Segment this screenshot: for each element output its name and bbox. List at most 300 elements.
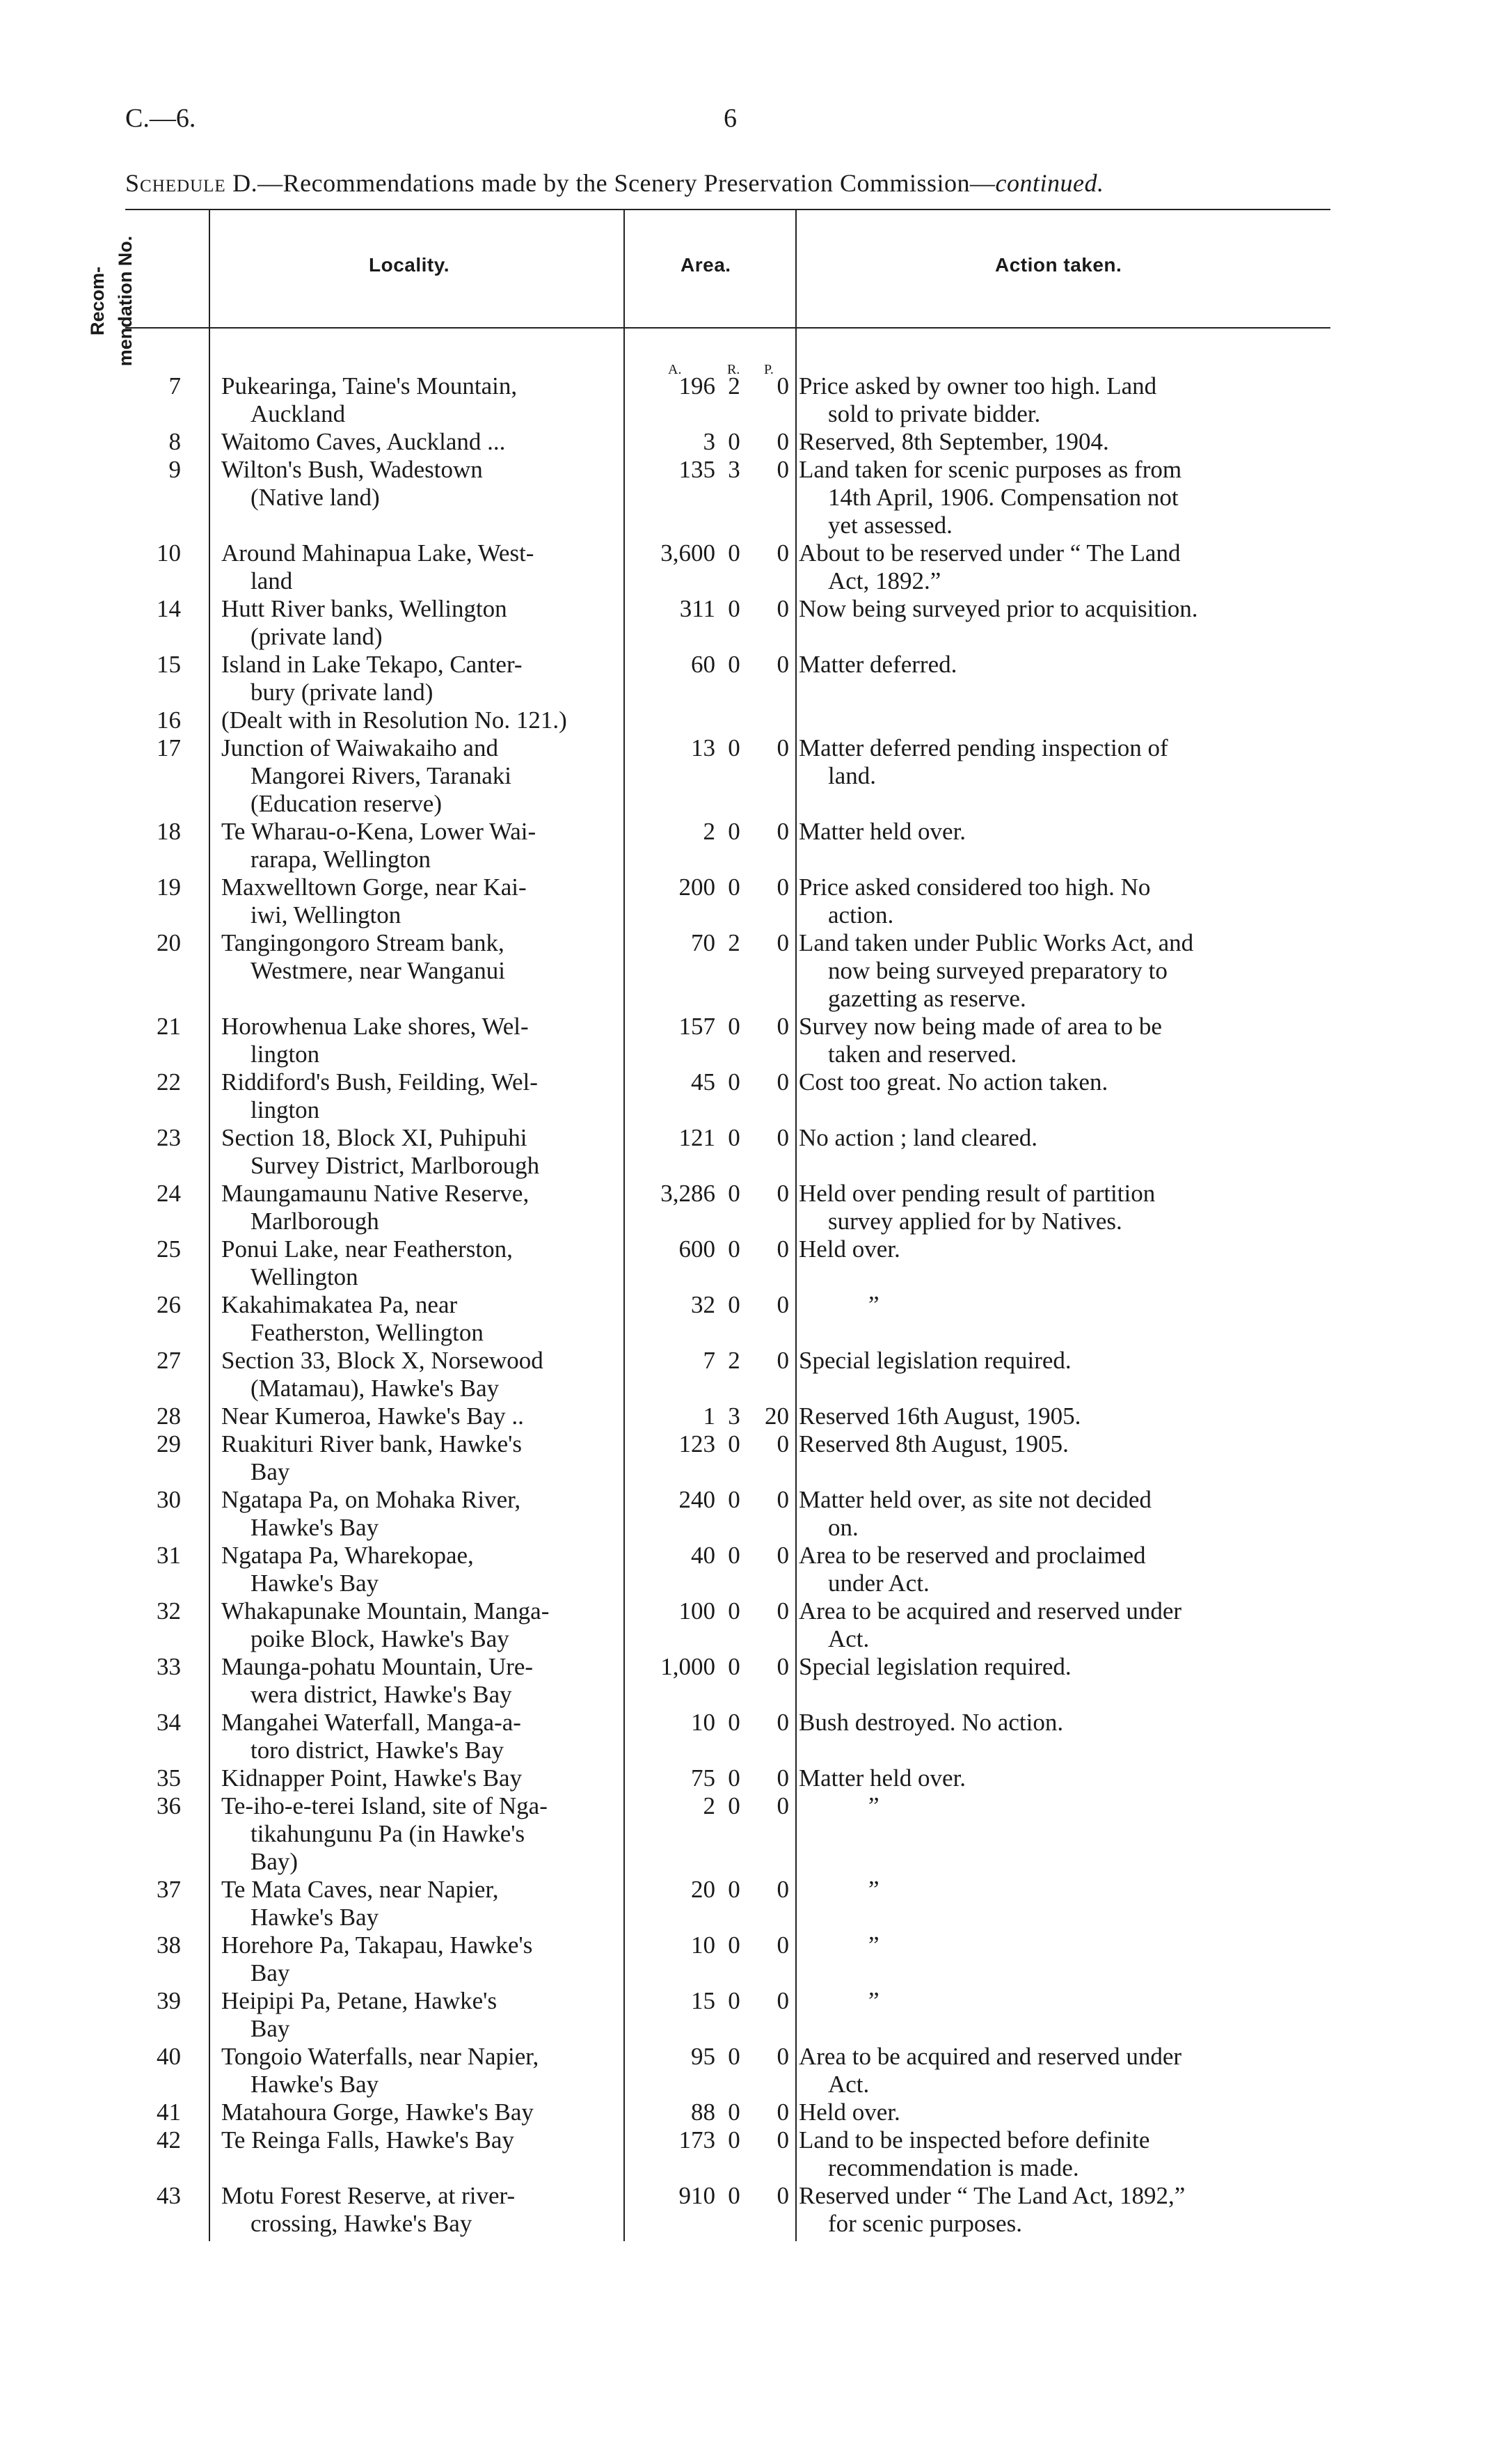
area-perches: 0 <box>777 2099 789 2126</box>
locality-line: (Matamau), Hawke's Bay <box>250 1375 500 1402</box>
action-line: Special legislation required. <box>799 1653 1072 1680</box>
locality-cell <box>221 874 614 929</box>
area-acres: 60 <box>691 651 715 678</box>
recommendation-number: 15 <box>157 651 181 678</box>
locality-line: Ngatapa Pa, Wharekopae, <box>221 1542 474 1569</box>
locality-line: Hawke's Bay <box>250 1570 379 1597</box>
recommendation-number: 28 <box>157 1402 181 1430</box>
locality-line: Hawke's Bay <box>250 1514 379 1541</box>
action-line: Area to be acquired and reserved under <box>799 2043 1182 2070</box>
column-header-area: Area. <box>681 254 731 276</box>
area-acres: 88 <box>691 2099 715 2126</box>
area-acres: 1 <box>703 1402 715 1430</box>
schedule-caption: Schedule D.—Recommendations made by the Scenery Preservation Commission—continued. <box>125 169 1104 197</box>
action-cell <box>799 874 1314 929</box>
area-perches: 0 <box>777 874 789 901</box>
unit-perches: P. <box>764 362 774 377</box>
area-perches: 0 <box>777 1597 789 1625</box>
area-perches: 0 <box>777 1987 789 2014</box>
action-line: Matter deferred pending inspection of <box>799 734 1168 761</box>
recommendation-number: 30 <box>157 1486 181 1513</box>
locality-cell <box>221 1124 614 1180</box>
action-line: Held over. <box>799 2099 900 2126</box>
area-perches: 0 <box>777 1764 789 1792</box>
recommendation-number: 10 <box>157 539 181 567</box>
recommendation-number: 33 <box>157 1653 181 1680</box>
locality-line: (private land) <box>250 623 383 650</box>
locality-line: lington <box>250 1096 320 1123</box>
locality-line: Junction of Waiwakaiho and <box>221 734 498 761</box>
area-acres: 45 <box>691 1068 715 1096</box>
area-roods: 0 <box>728 428 740 455</box>
ditto-mark: ” <box>868 1291 880 1318</box>
recommendation-number: 29 <box>157 1430 181 1457</box>
locality-line: Mangahei Waterfall, Manga-a- <box>221 1709 521 1736</box>
area-perches: 0 <box>777 2126 789 2153</box>
locality-line: Westmere, near Wanganui <box>250 957 505 984</box>
action-cell <box>799 1430 1314 1458</box>
column-divider <box>209 209 210 2241</box>
area-acres: 7 <box>703 1347 715 1374</box>
action-line: Land to be inspected before definite <box>799 2126 1150 2153</box>
area-perches: 0 <box>777 1180 789 1207</box>
locality-line: Whakapunake Mountain, Manga- <box>221 1597 550 1625</box>
area-acres: 311 <box>679 595 715 622</box>
recommendation-number: 43 <box>157 2182 181 2209</box>
locality-cell <box>221 1068 614 1124</box>
unit-acres: A. <box>668 362 682 377</box>
action-cell <box>799 1792 1314 1820</box>
action-cell <box>799 1709 1314 1737</box>
locality-line: Section 18, Block XI, Puhipuhi <box>221 1124 527 1151</box>
recommendation-number: 41 <box>157 2099 181 2126</box>
locality-line: (Education reserve) <box>250 790 442 817</box>
area-roods: 3 <box>728 1402 740 1430</box>
area-acres: 10 <box>691 1709 715 1736</box>
area-acres: 200 <box>678 874 715 901</box>
recommendation-number: 34 <box>157 1709 181 1736</box>
action-line: Price asked considered too high. No <box>799 874 1151 901</box>
recommendation-number: 42 <box>157 2126 181 2153</box>
area-perches: 0 <box>777 1235 789 1263</box>
area-roods: 0 <box>728 2182 740 2209</box>
locality-line: wera district, Hawke's Bay <box>250 1681 512 1708</box>
area-perches: 0 <box>777 1347 789 1374</box>
action-cell <box>799 1235 1314 1263</box>
locality-cell <box>221 1653 614 1709</box>
locality-cell <box>221 456 614 512</box>
action-cell <box>799 1653 1314 1681</box>
area-roods: 2 <box>728 372 740 400</box>
locality-line: Wilton's Bush, Wadestown <box>221 456 483 483</box>
area-acres: 135 <box>678 456 715 483</box>
area-acres: 2 <box>703 818 715 845</box>
action-line: Held over pending result of partition <box>799 1180 1156 1207</box>
action-line: Special legislation required. <box>799 1347 1072 1374</box>
recommendation-number: 21 <box>157 1013 181 1040</box>
action-line: Reserved, 8th September, 1904. <box>799 428 1109 455</box>
action-line: gazetting as reserve. <box>828 985 1026 1012</box>
locality-line: Marlborough <box>250 1208 379 1235</box>
locality-cell <box>221 1931 614 1987</box>
action-line: yet assessed. <box>828 512 953 539</box>
area-roods: 0 <box>728 818 740 845</box>
locality-line: Hawke's Bay <box>250 2071 379 2098</box>
area-acres: 173 <box>678 2126 715 2153</box>
locality-cell <box>221 1792 614 1876</box>
locality-line: Bay <box>250 1959 290 1986</box>
area-acres: 40 <box>691 1542 715 1569</box>
action-line: for scenic purposes. <box>828 2210 1022 2237</box>
recommendation-number: 19 <box>157 874 181 901</box>
locality-cell <box>221 372 614 428</box>
action-line: survey applied for by Natives. <box>828 1208 1122 1235</box>
area-acres: 100 <box>678 1597 715 1625</box>
area-perches: 0 <box>777 1931 789 1959</box>
area-acres: 3,600 <box>660 539 715 567</box>
recommendation-number: 39 <box>157 1987 181 2014</box>
area-roods: 0 <box>728 1180 740 1207</box>
locality-line: Kakahimakatea Pa, near <box>221 1291 458 1318</box>
recommendation-number: 18 <box>157 818 181 845</box>
table-top-rule <box>125 209 1330 210</box>
locality-cell <box>221 1013 614 1068</box>
locality-line: Hutt River banks, Wellington <box>221 595 507 622</box>
area-acres: 15 <box>691 1987 715 2014</box>
document-reference: C.—6. <box>125 104 196 133</box>
locality-line: Motu Forest Reserve, at river- <box>221 2182 516 2209</box>
action-line: Matter deferred. <box>799 651 957 678</box>
locality-line: Maungamaunu Native Reserve, <box>221 1180 530 1207</box>
locality-line: Horehore Pa, Takapau, Hawke's <box>221 1931 533 1959</box>
locality-line: Waitomo Caves, Auckland ... <box>221 428 506 455</box>
area-perches: 0 <box>777 372 789 400</box>
action-line: Land taken for scenic purposes as from <box>799 456 1182 483</box>
action-cell <box>799 929 1314 1013</box>
action-cell <box>799 1542 1314 1597</box>
action-cell <box>799 2126 1314 2182</box>
recommendation-number: 20 <box>157 929 181 956</box>
action-line: sold to private bidder. <box>828 400 1041 427</box>
locality-line: bury (private land) <box>250 679 433 706</box>
area-perches: 0 <box>777 1653 789 1680</box>
locality-line: Near Kumeroa, Hawke's Bay .. <box>221 1402 524 1430</box>
locality-line: Maunga-pohatu Mountain, Ure- <box>221 1653 534 1680</box>
action-line: 14th April, 1906. Compensation not <box>828 484 1179 511</box>
action-cell <box>799 1402 1314 1430</box>
area-roods: 0 <box>728 1068 740 1096</box>
page-number: 6 <box>724 104 737 133</box>
area-acres: 910 <box>678 2182 715 2209</box>
action-line: under Act. <box>828 1570 930 1597</box>
locality-line: lington <box>250 1041 320 1068</box>
locality-line: tikahungunu Pa (in Hawke's <box>250 1820 525 1847</box>
area-roods: 0 <box>728 1235 740 1263</box>
locality-line: Around Mahinapua Lake, West- <box>221 539 534 567</box>
action-line: Act, 1892.” <box>828 567 941 594</box>
action-cell <box>799 2043 1314 2099</box>
area-roods: 0 <box>728 1792 740 1819</box>
locality-cell <box>221 1597 614 1653</box>
locality-cell <box>221 706 614 734</box>
locality-cell <box>221 2043 614 2099</box>
action-line: Area to be acquired and reserved under <box>799 1597 1182 1625</box>
area-acres: 3 <box>703 428 715 455</box>
locality-cell <box>221 1486 614 1542</box>
action-line: Matter held over. <box>799 818 966 845</box>
area-acres: 32 <box>691 1291 715 1318</box>
column-header-action: Action taken. <box>995 254 1122 276</box>
locality-line: Section 33, Block X, Norsewood <box>221 1347 543 1374</box>
action-cell <box>799 1291 1314 1319</box>
action-line: Cost too great. No action taken. <box>799 1068 1108 1096</box>
recommendation-number: 7 <box>168 372 181 400</box>
recommendation-number: 31 <box>157 1542 181 1569</box>
area-acres: 2 <box>703 1792 715 1819</box>
area-acres: 3,286 <box>660 1180 715 1207</box>
action-line: Now being surveyed prior to acquisition. <box>799 595 1198 622</box>
locality-line: land <box>250 567 293 594</box>
locality-cell <box>221 818 614 874</box>
locality-cell <box>221 2099 614 2126</box>
area-acres: 240 <box>678 1486 715 1513</box>
area-roods: 0 <box>728 1931 740 1959</box>
area-roods: 0 <box>728 539 740 567</box>
locality-line: rarapa, Wellington <box>250 846 431 873</box>
recommendation-number: 37 <box>157 1876 181 1903</box>
action-line: taken and reserved. <box>828 1041 1017 1068</box>
area-acres: 95 <box>691 2043 715 2070</box>
area-perches: 0 <box>777 1013 789 1040</box>
area-acres: 70 <box>691 929 715 956</box>
locality-line: Auckland <box>250 400 346 427</box>
area-roods: 3 <box>728 456 740 483</box>
action-cell <box>799 1347 1314 1375</box>
action-line: Act. <box>828 2071 870 2098</box>
action-cell <box>799 651 1314 679</box>
locality-line: Te Mata Caves, near Napier, <box>221 1876 499 1903</box>
locality-line: Maxwelltown Gorge, near Kai- <box>221 874 527 901</box>
area-roods: 0 <box>728 2126 740 2153</box>
locality-line: Tongoio Waterfalls, near Napier, <box>221 2043 539 2070</box>
header-bottom-rule <box>125 327 1330 329</box>
locality-cell <box>221 2182 614 2238</box>
ditto-mark: ” <box>868 1876 880 1903</box>
recommendation-number: 8 <box>168 428 181 455</box>
column-divider <box>795 209 797 2241</box>
locality-cell <box>221 1180 614 1235</box>
area-perches: 0 <box>777 1430 789 1457</box>
area-roods: 0 <box>728 595 740 622</box>
locality-line: poike Block, Hawke's Bay <box>250 1625 509 1652</box>
action-cell <box>799 1597 1314 1653</box>
locality-line: (Dealt with in Resolution No. 121.) <box>221 706 567 734</box>
action-line: Reserved under “ The Land Act, 1892,” <box>799 2182 1186 2209</box>
area-acres: 157 <box>678 1013 715 1040</box>
recommendation-number: 24 <box>157 1180 181 1207</box>
locality-line: Tangingongoro Stream bank, <box>221 929 504 956</box>
action-cell <box>799 595 1314 623</box>
area-perches: 0 <box>777 595 789 622</box>
locality-line: Pukearinga, Taine's Mountain, <box>221 372 518 400</box>
area-acres: 13 <box>691 734 715 761</box>
area-roods: 0 <box>728 1542 740 1569</box>
area-roods: 0 <box>728 1987 740 2014</box>
area-roods: 0 <box>728 1709 740 1736</box>
action-line: About to be reserved under “ The Land <box>799 539 1181 567</box>
action-cell <box>799 1764 1314 1792</box>
action-line: Reserved 8th August, 1905. <box>799 1430 1069 1457</box>
locality-cell <box>221 1402 614 1430</box>
area-roods: 0 <box>728 1653 740 1680</box>
recommendation-number: 27 <box>157 1347 181 1374</box>
recommendation-number: 16 <box>157 706 181 734</box>
area-roods: 2 <box>728 929 740 956</box>
locality-line: Kidnapper Point, Hawke's Bay <box>221 1764 523 1792</box>
area-perches: 0 <box>777 929 789 956</box>
area-perches: 0 <box>777 1876 789 1903</box>
area-perches: 0 <box>777 456 789 483</box>
recommendation-number: 25 <box>157 1235 181 1263</box>
area-perches: 0 <box>777 1709 789 1736</box>
recommendation-number: 38 <box>157 1931 181 1959</box>
action-line: Survey now being made of area to be <box>799 1013 1162 1040</box>
locality-line: toro district, Hawke's Bay <box>250 1737 504 1764</box>
recommendation-number: 17 <box>157 734 181 761</box>
action-cell <box>799 1987 1314 2015</box>
locality-cell <box>221 1709 614 1764</box>
recommendation-number: 9 <box>168 456 181 483</box>
action-cell <box>799 2182 1314 2238</box>
action-cell <box>799 734 1314 790</box>
recommendation-number: 22 <box>157 1068 181 1096</box>
recommendation-number: 32 <box>157 1597 181 1625</box>
recommendation-number: 35 <box>157 1764 181 1792</box>
action-cell <box>799 1068 1314 1096</box>
recommendation-number: 26 <box>157 1291 181 1318</box>
area-roods: 0 <box>728 1291 740 1318</box>
action-line: recommendation is made. <box>828 2154 1079 2181</box>
ditto-mark: ” <box>868 1792 880 1819</box>
locality-line: Horowhenua Lake shores, Wel- <box>221 1013 529 1040</box>
action-cell <box>799 456 1314 539</box>
area-acres: 10 <box>691 1931 715 1959</box>
locality-line: Bay) <box>250 1848 299 1875</box>
recommendation-number: 40 <box>157 2043 181 2070</box>
page-header <box>125 103 1406 138</box>
action-line: on. <box>828 1514 859 1541</box>
action-line: Price asked by owner too high. Land <box>799 372 1157 400</box>
action-line: now being surveyed preparatory to <box>828 957 1168 984</box>
area-roods: 0 <box>728 874 740 901</box>
locality-line: Ngatapa Pa, on Mohaka River, <box>221 1486 521 1513</box>
action-cell <box>799 428 1314 456</box>
locality-line: Survey District, Marlborough <box>250 1152 540 1179</box>
area-acres: 20 <box>691 1876 715 1903</box>
action-line: Matter held over, as site not decided <box>799 1486 1152 1513</box>
area-perches: 0 <box>777 428 789 455</box>
locality-line: iwi, Wellington <box>250 901 401 928</box>
area-perches: 0 <box>777 539 789 567</box>
column-header-recommendation-no: Recom-mendation No. <box>87 235 136 367</box>
locality-cell <box>221 1876 614 1931</box>
locality-line: Mangorei Rivers, Taranaki <box>250 762 511 789</box>
area-perches: 0 <box>777 1124 789 1151</box>
area-perches: 0 <box>777 1792 789 1819</box>
action-cell <box>799 2099 1314 2126</box>
locality-line: Ruakituri River bank, Hawke's <box>221 1430 523 1457</box>
action-cell <box>799 1180 1314 1235</box>
area-perches: 20 <box>765 1402 789 1430</box>
area-roods: 0 <box>728 1430 740 1457</box>
locality-line: Te Wharau-o-Kena, Lower Wai- <box>221 818 536 845</box>
area-roods: 0 <box>728 734 740 761</box>
action-cell <box>799 372 1314 428</box>
action-cell <box>799 818 1314 846</box>
locality-cell <box>221 651 614 706</box>
locality-line: Te-iho-e-terei Island, site of Nga- <box>221 1792 548 1819</box>
area-roods: 0 <box>728 1013 740 1040</box>
action-cell <box>799 1486 1314 1542</box>
locality-cell <box>221 428 614 456</box>
locality-cell <box>221 595 614 651</box>
locality-line: Te Reinga Falls, Hawke's Bay <box>221 2126 514 2153</box>
locality-cell <box>221 2126 614 2154</box>
unit-roods: R. <box>727 362 740 377</box>
locality-line: (Native land) <box>250 484 380 511</box>
area-acres: 121 <box>678 1124 715 1151</box>
action-cell <box>799 1124 1314 1152</box>
area-acres: 123 <box>678 1430 715 1457</box>
area-perches: 0 <box>777 651 789 678</box>
area-acres: 1,000 <box>660 1653 715 1680</box>
recommendation-number: 14 <box>157 595 181 622</box>
area-roods: 0 <box>728 1764 740 1792</box>
area-perches: 0 <box>777 1542 789 1569</box>
recommendation-number: 23 <box>157 1124 181 1151</box>
action-line: Held over. <box>799 1235 900 1263</box>
locality-line: Hawke's Bay <box>250 1904 379 1931</box>
locality-cell <box>221 539 614 595</box>
ditto-mark: ” <box>868 1931 880 1959</box>
ditto-mark: ” <box>868 1987 880 2014</box>
locality-line: Bay <box>250 1458 290 1485</box>
locality-cell <box>221 1430 614 1486</box>
area-perches: 0 <box>777 2182 789 2209</box>
locality-cell <box>221 929 614 985</box>
action-line: Land taken under Public Works Act, and <box>799 929 1194 956</box>
area-perches: 0 <box>777 1486 789 1513</box>
area-perches: 0 <box>777 2043 789 2070</box>
area-roods: 0 <box>728 1124 740 1151</box>
area-roods: 0 <box>728 1597 740 1625</box>
area-roods: 0 <box>728 2099 740 2126</box>
action-line: land. <box>828 762 877 789</box>
action-line: No action ; land cleared. <box>799 1124 1038 1151</box>
area-roods: 0 <box>728 2043 740 2070</box>
action-cell <box>799 1876 1314 1904</box>
locality-line: Bay <box>250 2015 290 2042</box>
locality-line: Riddiford's Bush, Feilding, Wel- <box>221 1068 538 1096</box>
area-perches: 0 <box>777 1068 789 1096</box>
locality-cell <box>221 1542 614 1597</box>
column-divider <box>623 209 625 2241</box>
area-acres: 196 <box>678 372 715 400</box>
locality-cell <box>221 1764 614 1792</box>
action-cell <box>799 1931 1314 1959</box>
area-perches: 0 <box>777 734 789 761</box>
area-roods: 0 <box>728 651 740 678</box>
